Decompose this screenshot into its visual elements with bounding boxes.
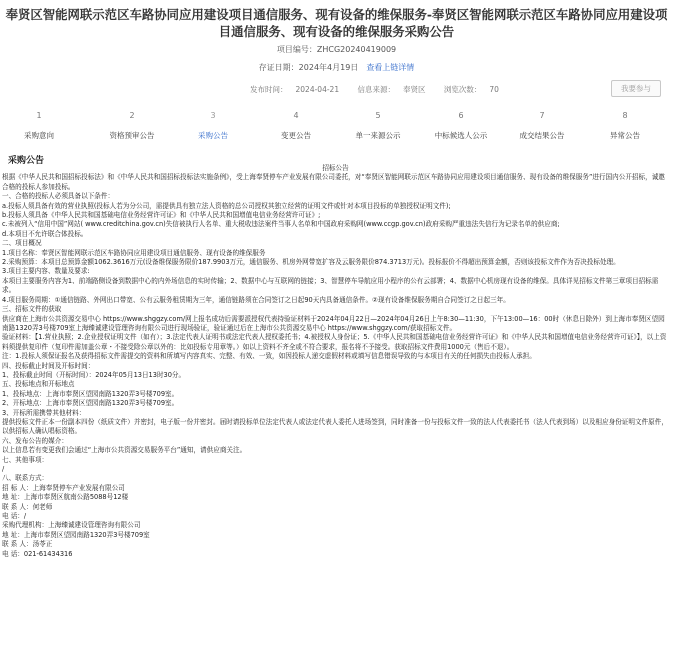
view-count: [444, 85, 507, 94]
procurement-steps: [0, 110, 673, 144]
step-label: 变更公告: [281, 131, 311, 140]
section-title: 采购公告: [8, 156, 45, 166]
body-paragraph: 四、投标截止时间及开标时间：: [2, 361, 95, 370]
body-paragraph: 招 标 人：上海奉贤停车产业发展有限公司: [2, 483, 125, 492]
contact-line: 地 址：上海市奉贤区望园南路1320弄3号楼709室: [2, 530, 150, 539]
body-paragraph: 1.项目名称：奉贤区智能网联示范区车路协同应用建设项目通信服务、现有设备的维保服务: [2, 248, 266, 257]
body-paragraph: 2、开标地点：上海市奉贤区望园南路1320弄3号楼709室。: [2, 399, 179, 408]
step-item-6[interactable]: [416, 110, 506, 142]
step-item-3[interactable]: [168, 110, 258, 142]
body-paragraph: 根据《中华人民共和国招标投标法》和《中华人民共和国招标投标法实施条例》，受上海奉贤停车产业发展有限公司委托，对“奉贤区智能网联示范区车路协同应用建设项目通信服务、现有设备的维保服务”进行国内公开招标，诚邀合格的投标人参加投标。: [2, 173, 665, 191]
body-paragraph: 八、联系方式：: [2, 474, 49, 483]
project-number-label: 项目编号：: [276, 45, 317, 54]
step-item-4[interactable]: [251, 110, 341, 142]
step-item-5[interactable]: [333, 110, 423, 142]
contact-line: 联 系 人：何老师: [2, 502, 53, 511]
body-paragraph: 以上信息若有变更我们会通过“上海市公共资源交易服务平台”通知，请供应商关注。: [2, 446, 247, 455]
page-title: 奉贤区智能网联示范区车路协同应用建设项目通信服务、现有设备的维保服务-奉贤区智能网联示范区车路协同应用建设项目通信服务、现有设备的维保服务采购公告: [5, 7, 668, 39]
body-paragraph: /: [2, 465, 5, 473]
publish-info: [250, 84, 515, 95]
step-number: 8: [622, 111, 628, 120]
announcement-body: [2, 164, 669, 559]
view-count-value: 70: [489, 85, 499, 94]
step-item-7[interactable]: [497, 110, 587, 142]
body-paragraph: 本项目主要服务内容为1、前端路侧设备到数据中心的内外场信息的实时传输；2、数据中心与互联网的链接；3、智慧停车导航应用小程序的公有云部署；4、数据中心机房现有设备的维保。具体详见招标文件第三章项目招标需求。: [2, 276, 659, 295]
step-label: 采购意向: [24, 131, 54, 140]
deposit-date-label: 存证日期：: [258, 63, 299, 72]
body-paragraph: 三、招标文件的获取: [2, 305, 62, 314]
step-number: 3: [210, 111, 216, 120]
step-item-8[interactable]: [580, 110, 670, 142]
chain-details-link[interactable]: 查看上链详情: [366, 63, 415, 72]
body-paragraph: 一、合格的投标人必须具备以下条件：: [2, 192, 115, 201]
announcement-heading: 招标公告: [322, 164, 349, 172]
step-label: 成交结果公告: [519, 131, 565, 140]
body-paragraph: 2.采购预算：本项目总预算金额1062.3616万元(设备维保服务限价187.9903万元，通信服务、机房外网带宽扩容及云服务限价874.3713万元)。投标报价不得超出预算金额，否则该投标文件作为否决投标处理。: [2, 258, 620, 267]
contact-line: 地 址：上海市奉贤区航南公路5088号12楼: [2, 493, 129, 502]
info-source: [357, 85, 433, 94]
project-number-value: ZHCG20240419009: [316, 45, 397, 54]
step-number: 5: [375, 111, 381, 120]
step-number: 1: [36, 111, 42, 120]
step-item-1[interactable]: [0, 110, 84, 142]
body-paragraph: 二、项目概况: [2, 239, 42, 248]
deposit-date-value: 2024年4月19日: [298, 63, 359, 72]
view-count-label: 浏览次数：: [443, 85, 482, 94]
info-source-label: 信息来源：: [357, 85, 395, 94]
body-paragraph: 供应商在上海市公共资源交易中心 https://www.shggzy.com/网上报名成功后需要派授权代表持验证材料于2024年04月22日—2024年04月26日上午8:30—11:30，下午13:00—16：00时（休息日除外）到上海市奉贤区望园南路1320弄3号楼709室上海臻诚建设管理咨询有限公司进行现场验证，验证通过后在上海市公共资源交易中心 https://www.shggzy.com/获取招标文件。: [2, 314, 665, 332]
deposit-info: [0, 62, 673, 73]
join-button[interactable]: 我要参与: [611, 80, 661, 97]
info-source-value: 奉贤区: [402, 85, 426, 94]
body-paragraph: 3、开标所需携带其他材料：: [2, 408, 86, 417]
body-paragraph: a.投标人须具备有效的营业执照(投标人若为分公司，需提供具有独立法人资格的总公司授权其独立经营的证明文件或针对本项目投标的单独授权证明文件);: [2, 201, 451, 210]
step-number: 4: [293, 111, 299, 120]
body-paragraph: b.投标人须具备《中华人民共和国基础电信业务经营许可证》和《中华人民共和国增值电信业务经营许可证》;: [2, 211, 321, 220]
step-label: 采购公告: [198, 131, 228, 140]
step-number: 2: [129, 111, 135, 120]
publish-time-label: 发布时间：: [250, 85, 288, 94]
contact-line: 联 系 人：汤苓正: [2, 540, 53, 549]
body-paragraph: 1、投标地点：上海市奉贤区望园南路1320弄3号楼709室。: [2, 389, 179, 398]
body-paragraph: 提供投标文件正本一份副本四份（纸质文件）并密封，电子版一份并密封。届时请投标单位法定代表人或法定代表人委托人进场签到，同时准备一份与投标文件一致的法人代表委托书（法人代表到场）以及相应身份证明文件原件，以供招标人确认唱标资格。: [2, 417, 668, 436]
body-paragraph: c.未被列入“信用中国”网站( www.creditchina.gov.cn)失信被执行人名单、重大税收违法案件当事人名单和中国政府采购网(www.ccgp.gov.cn)政府采购严重违法失信行为记录名单的供应商;: [2, 220, 560, 229]
contact-line: 电 话：/: [2, 512, 27, 521]
publish-time-value: 2024-04-21: [295, 85, 340, 94]
body-paragraph: d.本项目不允许联合体投标。: [2, 229, 88, 238]
body-paragraph: 4.项目服务周期：①通信链路、外网出口带宽、公有云服务租赁期为三年，通信链路须在合同签订之日起90天内具备通信条件。②现有设备维保服务期自合同签订之日起三年。: [2, 295, 510, 304]
body-paragraph: 五、投标地点和开标地点: [2, 380, 75, 389]
body-paragraph: 七、其他事项：: [2, 455, 49, 464]
step-label: 单一来源公示: [355, 131, 401, 140]
step-number: 7: [539, 111, 545, 120]
contact-line: 电 话：021-61434316: [2, 549, 73, 558]
publish-time: [250, 85, 347, 94]
step-item-2[interactable]: [87, 110, 177, 142]
step-label: 中标候选人公示: [434, 131, 488, 140]
project-number: [0, 44, 673, 55]
step-label: 异常公告: [610, 131, 640, 140]
body-paragraph: 注：1.投标人须保证报名及获得招标文件需提交的资料和所填写内容真实、完整、有效、一致，如因投标人递交虚假材料或填写信息错误导致的与本项目有关的任何损失由投标人承担。: [2, 352, 536, 361]
contact-line: 采购代理机构：上海臻诚建设管理咨询有限公司: [2, 521, 141, 530]
step-number: 6: [458, 111, 464, 120]
step-label: 资格预审公告: [109, 131, 155, 140]
body-paragraph: 3.项目主要内容、数量及要求:: [2, 267, 90, 276]
body-paragraph: 六、发布公告的媒介：: [2, 436, 68, 445]
body-paragraph: 1、投标截止时间（开标时间）：2024年05月13日13时30分。: [2, 370, 186, 379]
body-paragraph: 验证材料：【1.营业执照；2.企业授权证明文件（如有）；3.法定代表人证明书或法定代表人授权委托书；4.被授权人身份证；5.《中华人民共和国基础电信业务经营许可证》和《中华人民共和国增值电信业务经营许可证》】，以上资料须提供复印件（复印件需加盖公章・不接受除公章以外的：比如投标专用章等。）如以上资料不齐全或不符合要求，报名将不予接受。获取招标文件费用1000元（售后不退）。: [2, 333, 667, 351]
